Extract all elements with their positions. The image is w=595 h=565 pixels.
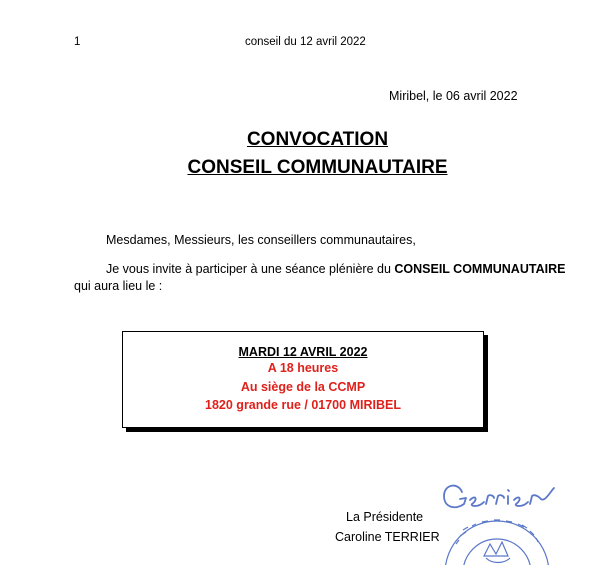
meeting-time: A 18 heures (267, 361, 339, 375)
document-subtitle: CONSEIL COMMUNAUTAIRE (187, 157, 448, 178)
invitation-continuation: qui aura lieu le : (74, 279, 163, 293)
meeting-date: MARDI 12 AVRIL 2022 (238, 345, 368, 359)
official-stamp (445, 520, 549, 565)
meeting-details-box (122, 331, 484, 428)
meeting-place: Au siège de la CCMP (240, 380, 366, 394)
invitation-text: Je vous invite à participer à une séance plénière du (106, 262, 395, 276)
invitation-line (106, 262, 565, 276)
council-name: CONSEIL COMMUNAUTAIRE (394, 262, 566, 276)
signature-and-stamp (432, 478, 595, 565)
meeting-address: 1820 grande rue / 01700 MIRIBEL (205, 398, 401, 412)
signatory-role: La Présidente (346, 510, 424, 524)
handwritten-signature (444, 486, 554, 508)
page-number: 1 (74, 36, 81, 48)
salutation: Mesdames, Messieurs, les conseillers communautaires, (106, 233, 416, 247)
document-title: CONVOCATION (246, 129, 389, 150)
place-and-date: Miribel, le 06 avril 2022 (389, 89, 518, 103)
signatory-name: Caroline TERRIER (335, 530, 440, 544)
running-header: conseil du 12 avril 2022 (245, 36, 366, 48)
